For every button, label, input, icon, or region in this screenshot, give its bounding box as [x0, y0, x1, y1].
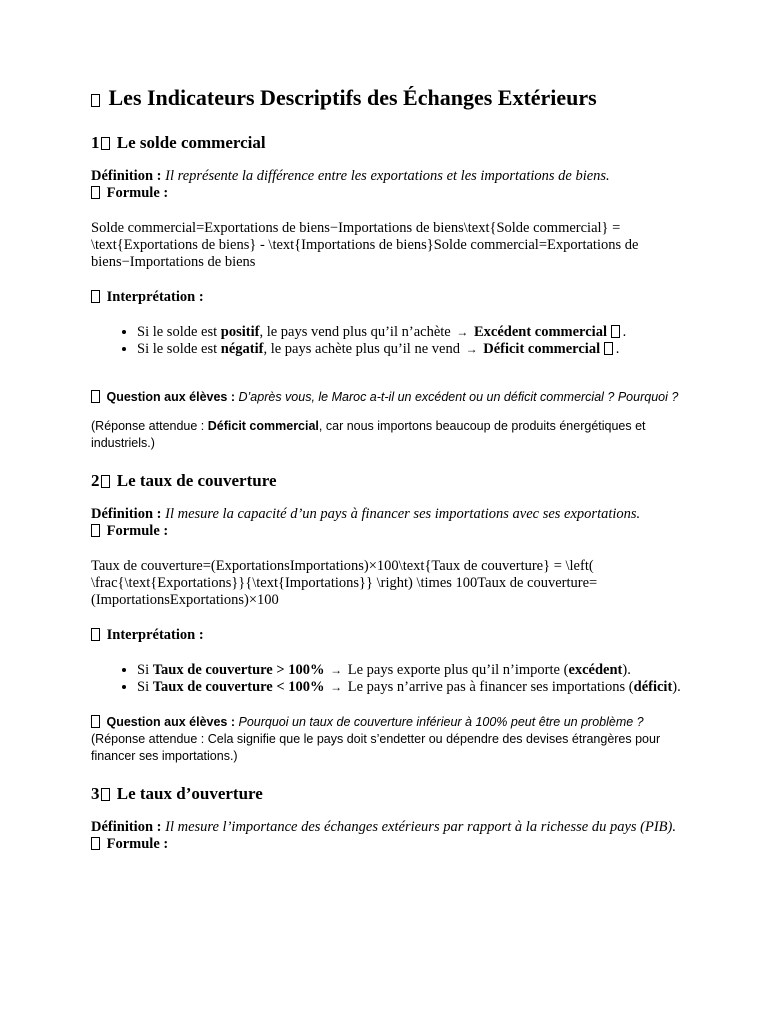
missing-glyph-icon — [91, 186, 100, 199]
bullet-text: Si — [137, 662, 153, 678]
bullet-text: ). — [672, 679, 681, 695]
bullet-text: , le pays achète plus qu’il ne vend — [263, 341, 464, 357]
answer-bold: Déficit commercial — [207, 419, 319, 433]
missing-glyph-icon — [101, 788, 110, 801]
missing-glyph-icon — [91, 290, 100, 303]
section-1-formula-label — [91, 185, 681, 202]
definition-label: Définition : — [91, 168, 162, 184]
formula-label-text: Formule : — [106, 836, 169, 852]
bullet-result: Excédent commercial — [473, 324, 607, 340]
section-1-definition — [91, 168, 681, 185]
missing-glyph-icon — [604, 342, 613, 355]
section-title: Le taux d’ouverture — [112, 784, 263, 803]
bullet-text: , le pays vend plus qu’il n’achète — [259, 324, 455, 340]
answer-text: (Réponse attendue : — [91, 419, 208, 433]
list-item — [137, 662, 681, 679]
bullet-text: Le pays exporte plus qu’il n’importe ( — [344, 662, 569, 678]
bullet-text: Le pays n’arrive pas à financer ses importations ( — [344, 679, 634, 695]
missing-glyph-icon — [91, 390, 100, 403]
missing-glyph-icon — [101, 475, 110, 488]
section-1-bullets — [91, 324, 681, 358]
missing-glyph-icon — [91, 715, 100, 728]
section-1-interpretation-label — [91, 289, 681, 306]
section-2-definition — [91, 506, 681, 523]
bullet-bold: excédent — [568, 662, 623, 678]
bullet-text: ). — [622, 662, 631, 678]
arrow-icon: → — [465, 342, 478, 356]
section-1-answer — [91, 418, 681, 452]
section-2-heading — [91, 470, 681, 492]
section-number: 1 — [91, 133, 100, 152]
bullet-bold: déficit — [633, 679, 673, 695]
section-3-formula-label — [91, 836, 681, 853]
formula-label-text: Formule : — [106, 523, 169, 539]
definition-label: Définition : — [91, 506, 162, 522]
list-item — [137, 324, 681, 341]
missing-glyph-icon — [91, 94, 100, 107]
section-2-heading-text — [91, 471, 277, 490]
section-2-formula-label — [91, 523, 681, 540]
bullet-bold: positif — [220, 324, 260, 340]
question-text: D’après vous, le Maroc a-t-il un excédent ou un déficit commercial ? Pourquoi ? — [238, 389, 679, 404]
bullet-text: Si le solde est — [137, 324, 221, 340]
definition-text: Il mesure l’importance des échanges extérieurs par rapport à la richesse du pays (PIB). — [165, 819, 676, 835]
list-item — [137, 341, 681, 358]
section-2-bullets — [91, 662, 681, 696]
section-1-heading — [91, 132, 681, 154]
interpretation-label-text: Interprétation : — [106, 289, 204, 305]
bullet-text: Si le solde est — [137, 341, 221, 357]
bullet-text: . — [615, 341, 620, 357]
arrow-icon: → — [330, 680, 343, 694]
section-1-question — [91, 389, 681, 406]
bullet-result: Déficit commercial — [483, 341, 601, 357]
page-title — [91, 84, 681, 112]
missing-glyph-icon — [91, 628, 100, 641]
section-2-answer: (Réponse attendue : Cela signifie que le pays doit s’endetter ou dépendre des devises étrangères pour financer ses importations.) — [91, 732, 661, 763]
missing-glyph-icon — [91, 837, 100, 850]
bullet-bold: Taux de couverture > 100% — [152, 662, 325, 678]
section-3-heading-text — [91, 784, 263, 803]
question-label: Question aux élèves : — [106, 389, 236, 404]
missing-glyph-icon — [91, 524, 100, 537]
interpretation-label-text: Interprétation : — [106, 627, 204, 643]
arrow-icon: → — [456, 325, 469, 339]
question-label: Question aux élèves : — [106, 715, 236, 729]
bullet-bold: Taux de couverture < 100% — [152, 679, 325, 695]
missing-glyph-icon — [611, 325, 620, 338]
page-title-text: Les Indicateurs Descriptifs des Échanges Extérieurs — [108, 85, 597, 110]
section-3-heading — [91, 783, 681, 805]
list-item — [137, 679, 681, 696]
definition-label: Définition : — [91, 819, 162, 835]
section-2-interpretation-label — [91, 627, 681, 644]
section-1-heading-text — [91, 133, 266, 152]
section-2-question — [91, 714, 681, 731]
document-content — [91, 84, 681, 853]
missing-glyph-icon — [101, 137, 110, 150]
section-1-formula: Solde commercial=Exportations de biens−Importations de biens\text{Solde commercial} = \text{Exportations de biens} - \text{Importations de biens}Solde commercial=Exportations de biens−Importations de biens — [91, 220, 639, 270]
section-2-formula: Taux de couverture=(ExportationsImportations)×100\text{Taux de couverture} = \left( \frac{\text{Exportations}}{\text{Importations}} \right) \times 100Taux de couverture=(ImportationsExportations)×100 — [91, 558, 598, 608]
section-number: 2 — [91, 471, 100, 490]
arrow-icon: → — [330, 663, 343, 677]
section-3-definition — [91, 819, 681, 836]
bullet-text: . — [622, 324, 627, 340]
definition-text: Il mesure la capacité d’un pays à financer ses importations avec ses exportations. — [165, 506, 641, 522]
section-number: 3 — [91, 784, 100, 803]
bullet-bold: négatif — [220, 341, 264, 357]
section-title: Le solde commercial — [112, 133, 266, 152]
formula-label-text: Formule : — [106, 185, 169, 201]
definition-text: Il représente la différence entre les exportations et les importations de biens. — [165, 168, 610, 184]
section-title: Le taux de couverture — [112, 471, 277, 490]
bullet-text: Si — [137, 679, 153, 695]
answer-text: , car nous importons beaucoup de produits énergétiques et industriels.) — [91, 419, 646, 450]
question-text: Pourquoi un taux de couverture inférieur à 100% peut être un problème ? — [238, 715, 644, 729]
